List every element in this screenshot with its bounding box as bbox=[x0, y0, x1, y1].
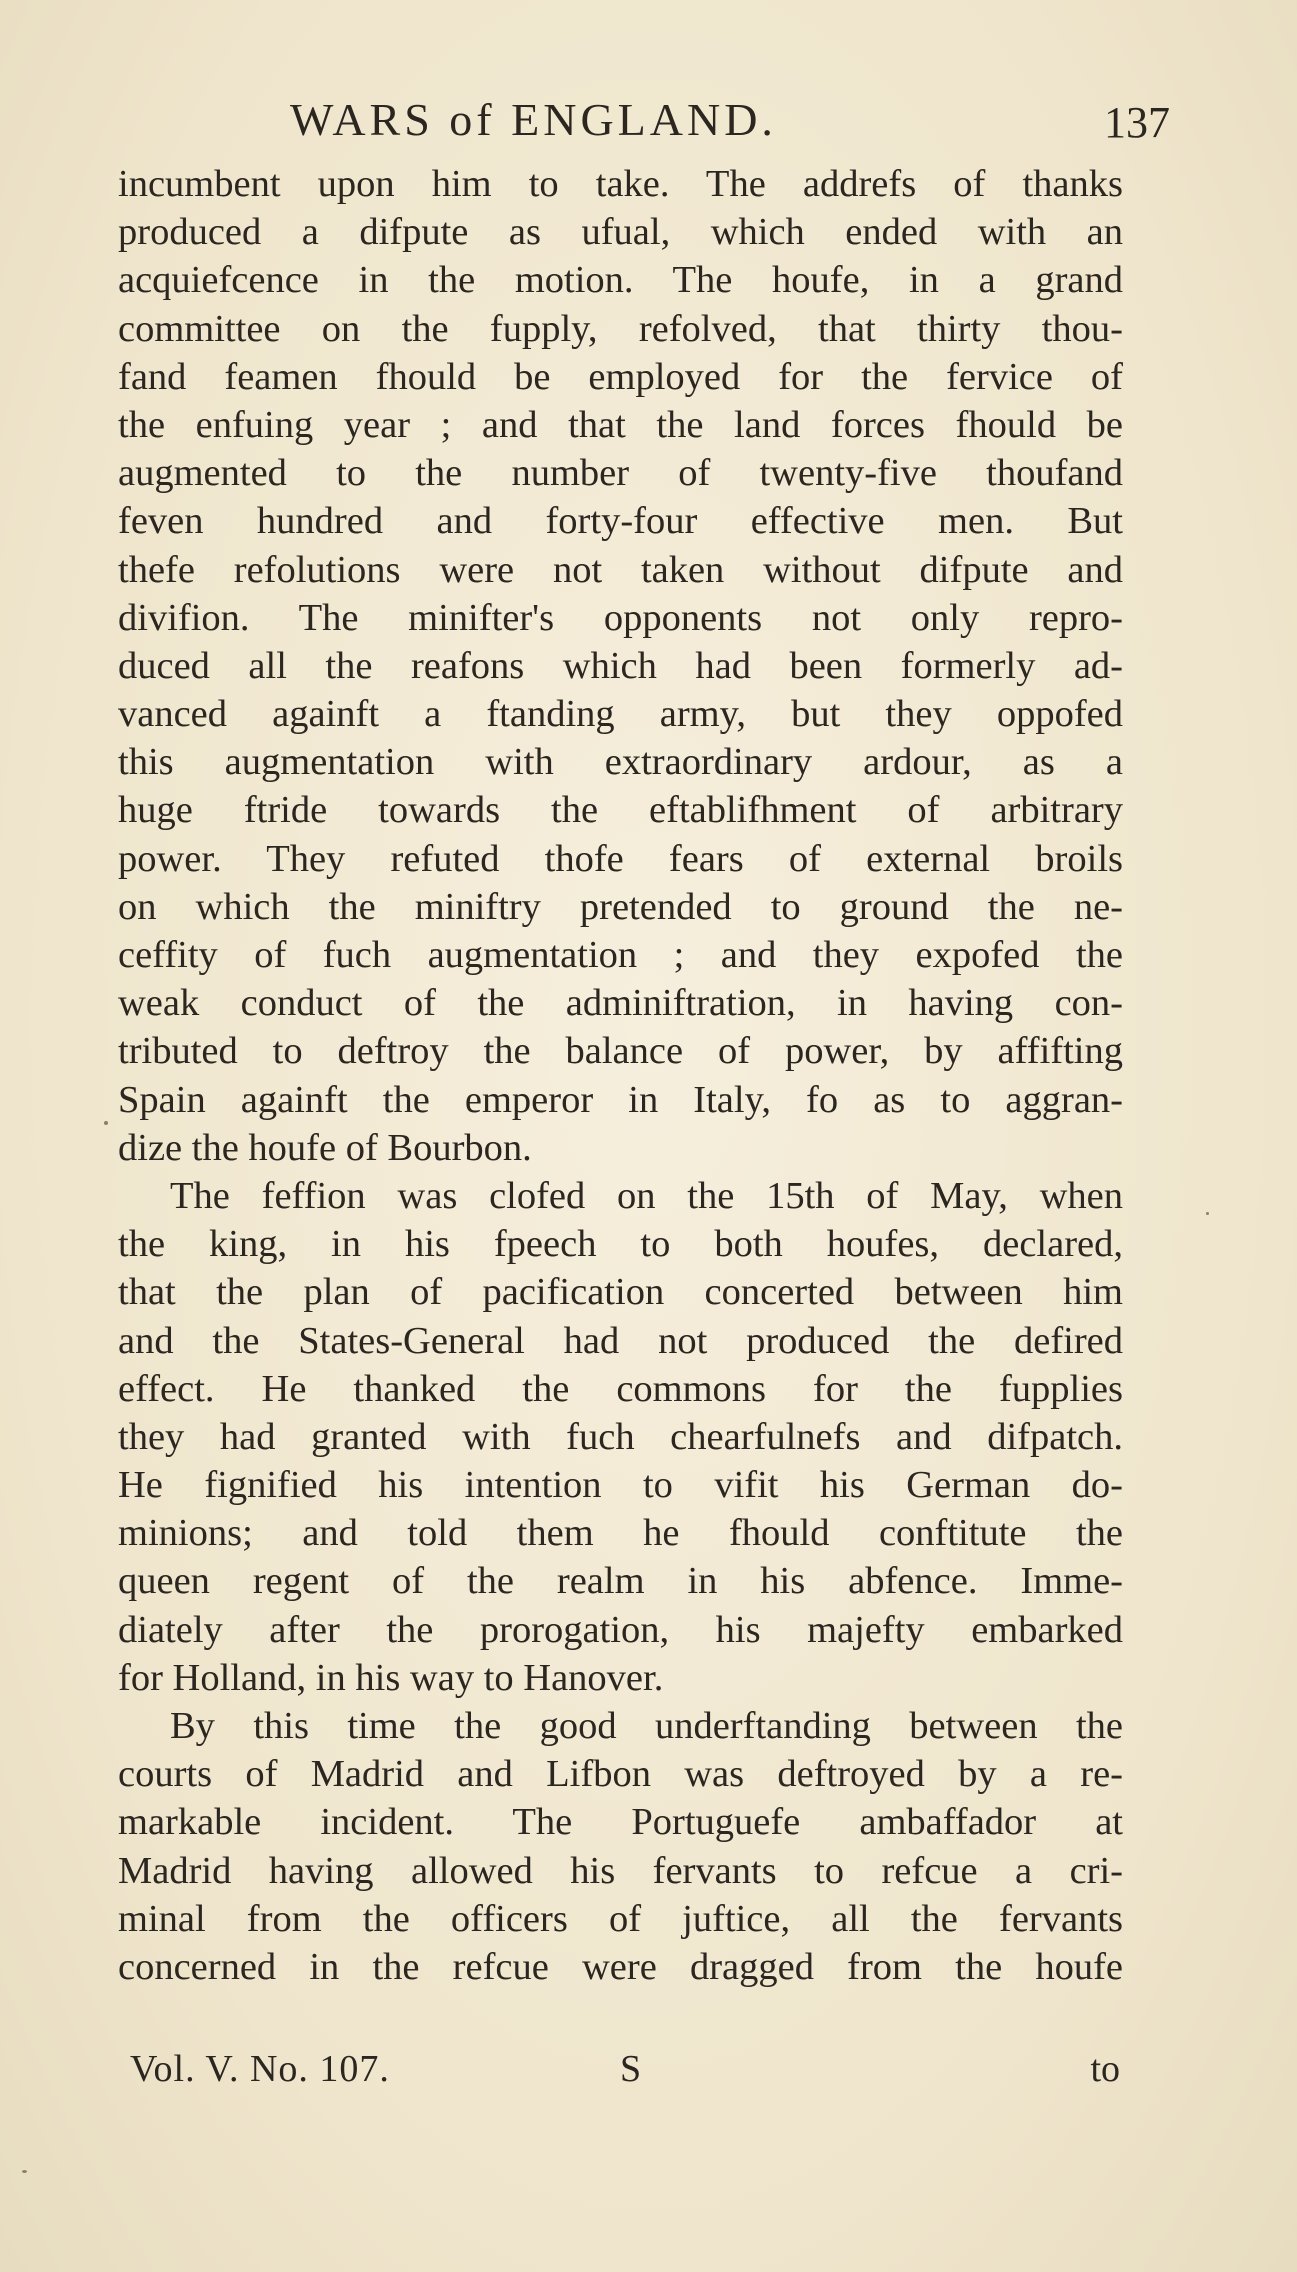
text-line: they had granted with fuch chearfulnefs and difpatch. bbox=[118, 1415, 1123, 1458]
text-line: huge ftride towards the eftablifhment of arbitrary bbox=[118, 789, 1123, 832]
paper-speck bbox=[22, 2170, 27, 2173]
text-line: He fignified his intention to vifit his German do- bbox=[118, 1464, 1123, 1507]
text-line: markable incident. The Portuguefe ambaffador at bbox=[118, 1801, 1123, 1844]
signature-mark: S bbox=[620, 2048, 642, 2090]
text-line: and the States-General had not produced the defired bbox=[118, 1319, 1123, 1362]
text-line: minal from the officers of juftice, all the fervants bbox=[118, 1897, 1123, 1940]
text-line: minions; and told them he fhould conftitute the bbox=[118, 1512, 1123, 1555]
text-line: concerned in the refcue were dragged from the houfe bbox=[118, 1945, 1123, 1988]
text-line: feven hundred and forty-four effective men. But bbox=[118, 500, 1123, 543]
running-title: WARS of ENGLAND. bbox=[290, 94, 777, 145]
text-line: dize the houfe of Bourbon. bbox=[118, 1126, 532, 1169]
text-line: queen regent of the realm in his abfence. Imme- bbox=[118, 1560, 1123, 1603]
text-line: divifion. The minifter's opponents not only repro- bbox=[118, 596, 1123, 639]
text-line: Spain againft the emperor in Italy, fo as to aggran- bbox=[118, 1078, 1123, 1121]
text-line: thefe refolutions were not taken without difpute and bbox=[118, 548, 1123, 591]
text-line: By this time the good underftanding between the bbox=[170, 1705, 1123, 1747]
text-line: produced a difpute as ufual, which ended with an bbox=[118, 211, 1123, 254]
text-line: vanced againft a ftanding army, but they oppofed bbox=[118, 693, 1123, 736]
text-line: Madrid having allowed his fervants to refcue a cri- bbox=[118, 1849, 1123, 1892]
page-header bbox=[290, 93, 1170, 153]
page-number: 137 bbox=[1104, 98, 1170, 147]
text-line: committee on the fupply, refolved, that thirty thou- bbox=[118, 307, 1123, 350]
text-line: diately after the prorogation, his majefty embarked bbox=[118, 1608, 1123, 1651]
text-line: weak conduct of the adminiftration, in having con- bbox=[118, 982, 1123, 1025]
page-footer bbox=[130, 2047, 1120, 2099]
paper-speck bbox=[104, 1121, 108, 1125]
text-line: the king, in his fpeech to both houfes, declared, bbox=[118, 1223, 1123, 1266]
text-line: fand feamen fhould be employed for the fervice of bbox=[118, 355, 1123, 398]
text-line: The feffion was clofed on the 15th of May, when bbox=[170, 1174, 1123, 1217]
text-line: on which the miniftry pretended to ground the ne- bbox=[118, 885, 1123, 928]
paper-speck bbox=[1206, 1212, 1209, 1215]
text-line: tributed to deftroy the balance of power, by affifting bbox=[118, 1030, 1123, 1073]
text-line: the enfuing year ; and that the land forces fhould be bbox=[118, 403, 1123, 446]
text-line: effect. He thanked the commons for the fupplies bbox=[118, 1367, 1123, 1410]
text-line: for Holland, in his way to Hanover. bbox=[118, 1656, 664, 1699]
body-text bbox=[118, 160, 1123, 1991]
text-line: ceffity of fuch augmentation ; and they expofed the bbox=[118, 934, 1123, 976]
text-line: augmented to the number of twenty-five thoufand bbox=[118, 452, 1123, 495]
text-line: courts of Madrid and Lifbon was deftroyed by a re- bbox=[118, 1753, 1123, 1796]
text-line: duced all the reafons which had been formerly ad- bbox=[118, 644, 1123, 687]
volume-info: Vol. V. No. 107. bbox=[130, 2048, 390, 2090]
text-line: that the plan of pacification concerted between him bbox=[118, 1271, 1123, 1314]
text-line: acquiefcence in the motion. The houfe, in a grand bbox=[118, 259, 1123, 302]
text-line: power. They refuted thofe fears of external broils bbox=[118, 837, 1123, 880]
catchword: to bbox=[1090, 2048, 1120, 2090]
text-line: incumbent upon him to take. The addrefs of thanks bbox=[118, 163, 1123, 205]
text-line: this augmentation with extraordinary ardour, as a bbox=[118, 741, 1123, 784]
